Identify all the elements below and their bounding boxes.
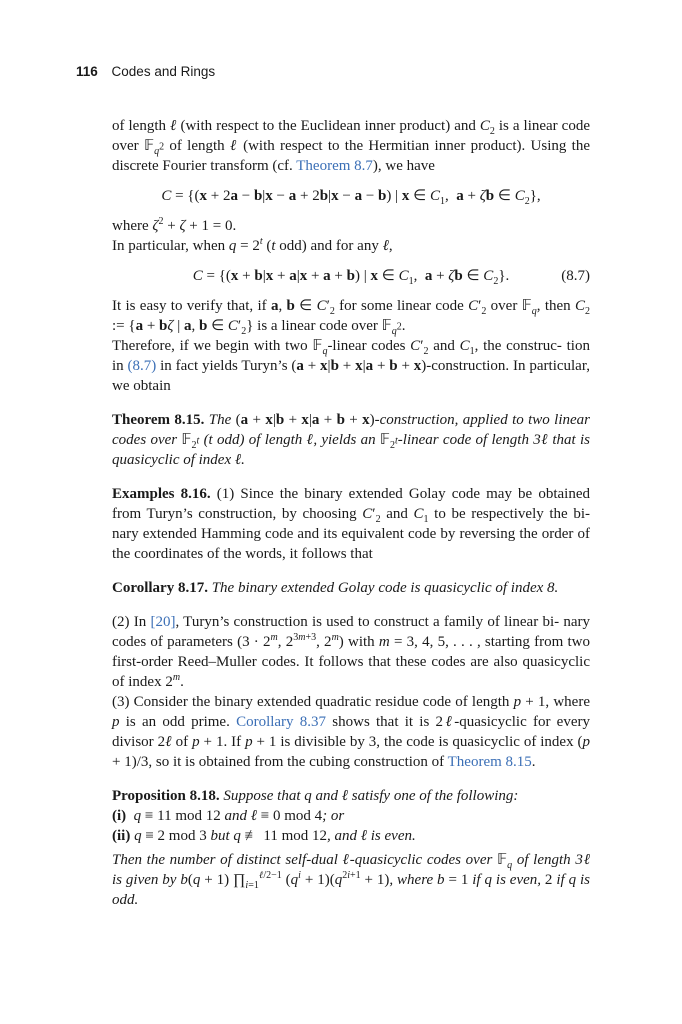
link-equation-8-7[interactable]: (8.7) bbox=[127, 358, 157, 374]
item-ii-label: (ii) bbox=[112, 828, 131, 844]
corollary-label: Corollary 8.17. bbox=[112, 580, 208, 596]
condition-ii: (ii) q ≡ 2 mod 3 but q ≢ 11 mod 12, and ℓ is even. bbox=[112, 828, 416, 844]
corollary-statement: The binary extended Golay code is quasicyclic of index 8. bbox=[211, 580, 559, 596]
link-theorem-8-7[interactable]: Theorem 8.7 bbox=[296, 158, 373, 174]
paragraph-intro: of length ℓ (with respect to the Euclidean inner product) and $C_2$ is a linear code over 𝔽$_{q^2}$ of length ℓ (with respect to the Hermitian inner product). Using the discrete Fourier transform (cf. Theorem 8.7), we have bbox=[112, 118, 590, 174]
paragraph-verify: It is easy to verify that, if a, b ∈ $C'_2$ for some linear code $C'_2$ over 𝔽$_q$, then $C_2$ := {a + bζ | a, b ∈ $C'_2$} is a linear code over 𝔽$_{q^2}$. Therefore, if we begin with two 𝔽$_q$-linear codes $C'_2$ and $C_1$, the construc- tion in (8.7) in fact yields Turyn’s (a + x|b + x|a + b + x)-construction. In particular, we obtain bbox=[112, 298, 590, 394]
equation-number: (8.7) bbox=[561, 268, 590, 284]
examples-8-16: Examples 8.16. (1) Since the binary extended Golay code may be obtained from Turyn’s construction, by choosing $C'_2$ and $C_1$ to be respectively the bi- nary extended Hamming code and its equivalent code by reversing the order of the coordinates of the words, it follows that bbox=[112, 486, 590, 562]
example-2: (2) In [20], Turyn’s construction is used to construct a family of linear bi- nary codes of parameters ($3 \cdot 2^m$, $2^{3m+3}$, 2$^m$) with m = 3, 4, 5, . . . , starting from two first-order Reed–Muller codes. It follows that these codes are also quasicyclic of index 2$^m$. bbox=[112, 614, 590, 690]
proposition-label: Proposition 8.18. bbox=[112, 788, 220, 804]
examples-label: Examples 8.16. bbox=[112, 486, 211, 502]
proposition-conclusion: Then the number of distinct self-dual ℓ-quasicyclic codes over 𝔽$_q$ of length 3ℓ is given by b(q + 1) $\prod_{i=1}^{\ell/2-1}$ $(q^i + 1)(q^{2i+1} + 1)$, where b = 1 if q is even, 2 if q is odd. bbox=[112, 852, 590, 908]
page-header bbox=[76, 64, 215, 79]
example-3: (3) Consider the binary extended quadratic residue code of length p + 1, where p is an odd prime. Corollary 8.37 shows that it is 2ℓ-quasicyclic for every divisor 2ℓ of p + 1. If p + 1 is divisible by 3, the code is quasicyclic of index (p + 1)/3, so it is obtained from the cubing construction of Theorem 8.15. bbox=[112, 694, 591, 770]
condition-i: (i) q ≡ 11 mod 12 and ℓ ≡ 0 mod 4; or bbox=[112, 808, 345, 824]
link-ref-20[interactable]: [20] bbox=[150, 614, 176, 630]
corollary-8-17 bbox=[112, 578, 590, 598]
link-theorem-8-15[interactable]: Theorem 8.15 bbox=[447, 754, 532, 770]
running-title: Codes and Rings bbox=[111, 64, 216, 79]
proposition-8-18 bbox=[112, 786, 590, 806]
display-equation-c: C = {(x + 2a − b|x − a + 2b|x − a − b) | x ∈ $C_1$, a + ζb ∈ $C_2$}, bbox=[161, 188, 541, 207]
page-number: 116 bbox=[76, 64, 98, 79]
theorem-8-15: Theorem 8.15. The (a + x|b + x|a + b + x)-construction, applied to two linear codes over 𝔽$_{2^t}$ (t odd) of length ℓ, yields an 𝔽$_{2^t}$-linear code of length 3ℓ that is quasicyclic of index ℓ. bbox=[112, 412, 590, 468]
item-i-label: (i) bbox=[112, 808, 127, 824]
display-equation-8-7: C = {(x + b|x + a|x + a + b) | x ∈ $C_1$, a + ζb ∈ $C_2$}. (8.7) bbox=[192, 268, 590, 287]
proposition-intro: Suppose that q and ℓ satisfy one of the following: bbox=[223, 788, 519, 804]
theorem-label: Theorem 8.15. bbox=[112, 412, 205, 428]
page-body bbox=[112, 116, 590, 910]
link-corollary-8-37[interactable]: Corollary 8.37 bbox=[236, 714, 327, 730]
paragraph-where: where $\zeta^2 + \zeta + 1 = 0$. In particular, when $q = 2^t$ (t odd) and for any ℓ, bbox=[112, 216, 393, 254]
